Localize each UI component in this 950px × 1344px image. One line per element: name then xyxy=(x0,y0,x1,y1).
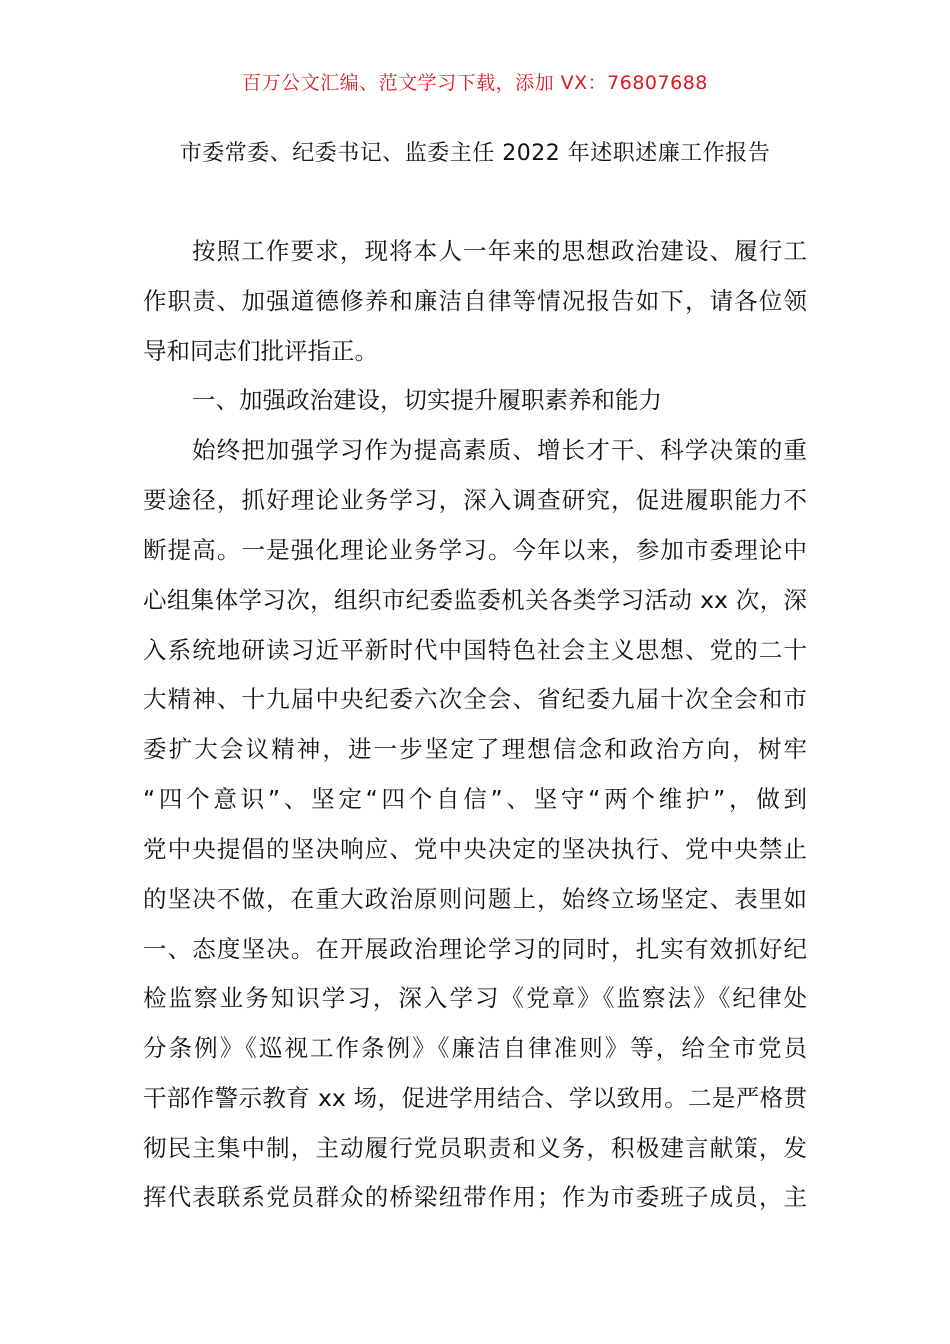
paragraph-line: 委扩大会议精神，进一步坚定了理想信念和政治方向，树牢 xyxy=(143,735,807,763)
section-heading: 一、加强政治建设，切实提升履职素养和能力 xyxy=(192,386,662,414)
paragraph-line: 大精神、十九届中央纪委六次全会、省纪委九届十次全会和市 xyxy=(143,685,807,713)
paragraph-line: 分条例》《巡视工作条例》《廉洁自律准则》等，给全市党员 xyxy=(143,1034,807,1062)
paragraph-line: 检监察业务知识学习，深入学习《党章》《监察法》《纪律处 xyxy=(143,984,807,1012)
paragraph-line: 彻民主集中制，主动履行党员职责和义务，积极建言献策，发 xyxy=(143,1134,807,1162)
header-note: 百万公文汇编、范文学习下载，添加 VX：76807688 xyxy=(242,72,708,94)
paragraph-line: 始终把加强学习作为提高素质、增长才干、科学决策的重 xyxy=(192,436,807,464)
paragraph-line: 干部作警示教育 xx 场，促进学用结合、学以致用。二是严格贯 xyxy=(143,1084,807,1112)
paragraph-line: 入系统地研读习近平新时代中国特色社会主义思想、党的二十 xyxy=(143,636,807,664)
paragraph-line: 要途径，抓好理论业务学习，深入调查研究，促进履职能力不 xyxy=(143,486,807,514)
paragraph-line: 的坚决不做，在重大政治原则问题上，始终立场坚定、表里如 xyxy=(143,885,807,913)
paragraph-line: 一、态度坚决。在开展政治理论学习的同时，扎实有效抓好纪 xyxy=(143,935,807,963)
paragraph-line: “四个意识”、坚定“四个自信”、坚守“两个维护”，做到 xyxy=(143,785,807,813)
paragraph-line: 断提高。一是强化理论业务学习。今年以来，参加市委理论中 xyxy=(143,536,807,564)
paragraph-line: 导和同志们批评指正。 xyxy=(143,337,378,365)
paragraph-line: 按照工作要求，现将本人一年来的思想政治建设、履行工 xyxy=(192,237,807,265)
paragraph-line: 党中央提倡的坚决响应、党中央决定的坚决执行、党中央禁止 xyxy=(143,835,807,863)
paragraph-line: 心组集体学习次，组织市纪委监委机关各类学习活动 xx 次，深 xyxy=(143,586,807,614)
document-title: 市委常委、纪委书记、监委主任 2022 年述职述廉工作报告 xyxy=(179,141,771,166)
paragraph-line: 挥代表联系党员群众的桥梁纽带作用；作为市委班子成员，主 xyxy=(143,1183,807,1211)
paragraph-line: 作职责、加强道德修养和廉洁自律等情况报告如下，请各位领 xyxy=(143,287,807,315)
